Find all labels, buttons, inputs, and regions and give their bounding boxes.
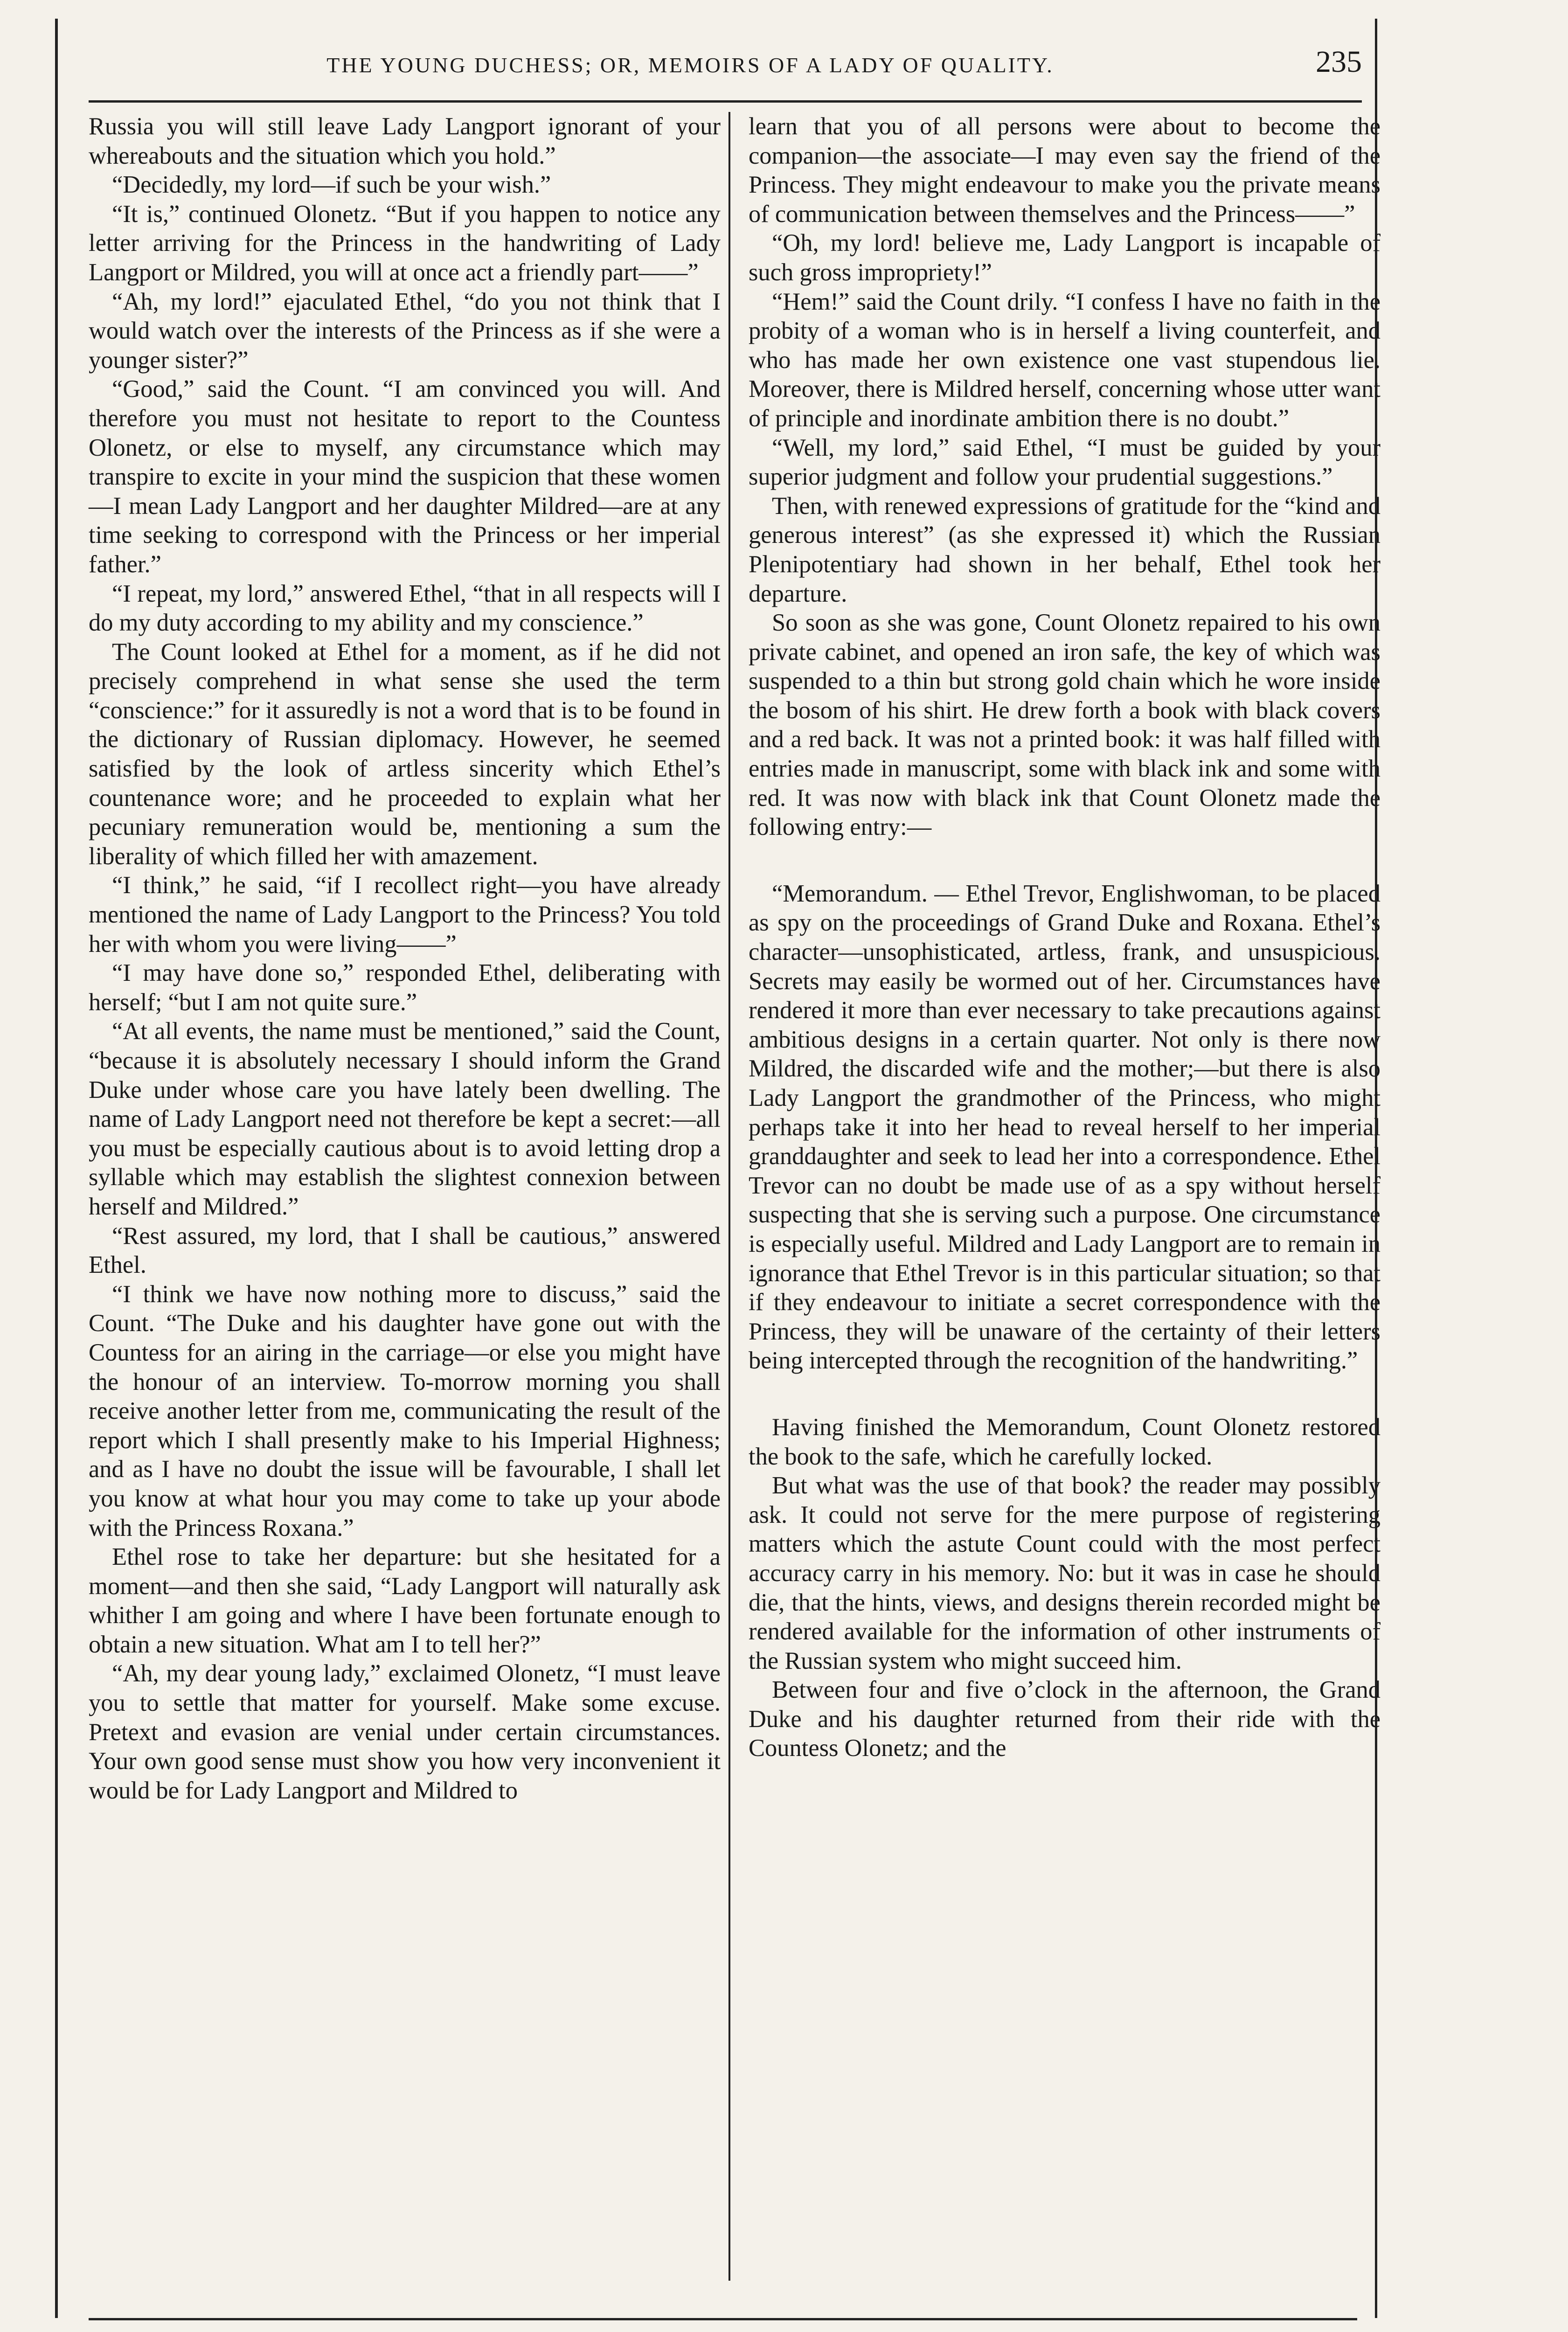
page-number: 235 (1316, 45, 1362, 79)
paragraph: The Count looked at Ethel for a moment, as if he did not precisely comprehend in what sense she used the term “conscience:” for it assuredly is not a word that is to be found in the dictionary of Russian diplomacy. However, he seemed satisfied by the look of artless sincerity which Ethel’s countenance wore; and he proceeded to explain what her pecuniary remuneration would be, mentioning a sum the liberality of which filled her with amazement. (89, 638, 721, 870)
paragraph: “It is,” continued Olonetz. “But if you happen to notice any letter arriving for the Princess in the handwriting of Lady Langport or Mildred, you will at once act a friendly part——” (89, 200, 721, 286)
column-divider (728, 112, 730, 2281)
paragraph: “Oh, my lord! believe me, Lady Langport is incapable of such gross impropriety!” (749, 229, 1381, 286)
memorandum-paragraph: “Memorandum. — Ethel Trevor, Englishwoman, to be placed as spy on the proceedings of Grand Duke and Roxana. Ethel’s character—unsophisticated, artless, frank, and unsuspicious. Secrets may easily be wormed out of her. Circumstances have rendered it more than ever necessary to take precautions against ambitious designs in a certain quarter. Not only is there now Mildred, the discarded wife and the mother;—but there is also Lady Langport the grandmother of the Princess, who might perhaps take it into her head to reveal herself to her imperial granddaughter and seek to lead her into a correspondence. Ethel Trevor can no doubt be made use of as a spy without herself suspecting that she is serving such a purpose. One circumstance is especially useful. Mildred and Lady Langport are to remain in ignorance that Ethel Trevor is in this particular situation; so that if they endeavour to initiate a secret correspondence with the Princess, they will be unaware of the certainty of their letters being intercepted through the recognition of the handwriting.” (749, 880, 1381, 1374)
paragraph: Russia you will still leave Lady Langport ignorant of your whereabouts and the situation which you hold.” (89, 113, 721, 169)
paragraph: “Ah, my dear young lady,” exclaimed Olonetz, “I must leave you to settle that matter for yourself. Make some excuse. Pretext and evasion are venial under certain circumstances. Your own good sense must show you how very inconvenient it would be for Lady Langport and Mildred to (89, 1660, 721, 1804)
paragraph: learn that you of all persons were about to become the companion—the associate—I may even say the friend of the Princess. They might endeavour to make you the private means of communication between themselves and the Princess——” (749, 113, 1381, 228)
paragraph: “I repeat, my lord,” answered Ethel, “that in all respects will I do my duty according to my ability and my conscience.” (89, 580, 721, 637)
page-border-left (55, 19, 58, 2318)
paragraph: “Good,” said the Count. “I am convinced you will. And therefore you must not hesitate to report to the Countess Olonetz, or else to myself, any circumstance which may transpire to excite in your mind the suspicion that these women—I mean Lady Langport and her daughter Mildred—are at any time seeking to correspond with the Princess or her imperial father.” (89, 375, 721, 578)
paragraph: Between four and five o’clock in the afternoon, the Grand Duke and his daughter returned from their ride with the Countess Olonetz; and the (749, 1676, 1381, 1762)
paragraph: “Decidedly, my lord—if such be your wish.” (112, 171, 551, 199)
paragraph: “Rest assured, my lord, that I shall be cautious,” answered Ethel. (89, 1222, 721, 1279)
paragraph: “At all events, the name must be mentioned,” said the Count, “because it is absolutely necessary I should inform the Grand Duke under whose care you have lately been dwelling. The name of Lady Langport need not therefore be kept a secret:—all you must be especially cautious about is to avoid letting drop a syllable which may establish the slightest connexion between herself and Mildred.” (89, 1018, 721, 1220)
paragraph: “Hem!” said the Count drily. “I confess I have no faith in the probity of a woman who is in herself a living counterfeit, and who has made her own existence one vast stupendous lie. Moreover, there is Mildred herself, concerning whose utter want of principle and inordinate ambition there is no doubt.” (749, 288, 1381, 432)
paragraph: But what was the use of that book? the reader may possibly ask. It could not serve for the mere purpose of registering matters which the astute Count could with the most perfect accuracy carry in his memory. No: but it was in case he should die, that the hints, views, and designs therein recorded might be rendered available for the information of other instruments of the Russian system who might succeed him. (749, 1472, 1381, 1674)
left-column (89, 112, 721, 1805)
paragraph: Ethel rose to take her departure: but she hesitated for a moment—and then she said, “Lady Langport will naturally ask whither I am going and where I have been fortunate enough to obtain a new situation. What am I to tell her?” (89, 1543, 721, 1658)
paragraph: “I may have done so,” responded Ethel, deliberating with herself; “but I am not quite sure.” (89, 959, 721, 1016)
running-title: THE YOUNG DUCHESS; OR, MEMOIRS OF A LADY OF QUALITY. (326, 53, 1054, 77)
paragraph: “Ah, my lord!” ejaculated Ethel, “do you not think that I would watch over the interests of the Princess as if she were a younger sister?” (89, 288, 721, 374)
page-header (89, 44, 1362, 100)
paragraph: Then, with renewed expressions of gratitude for the “kind and generous interest” (as she expressed it) which the Russian Plenipotentiary had shown in her behalf, Ethel took her departure. (749, 492, 1381, 607)
paragraph: “I think we have now nothing more to discuss,” said the Count. “The Duke and his daughter have gone out with the Countess for an airing in the carriage—or else you might have the honour of an interview. To-morrow morning you shall receive another letter from me, communicating the result of the report which I shall presently make to his Imperial Highness; and as I have no doubt the issue will be favourable, I shall let you know at what hour you may come to take up your abode with the Princess Roxana.” (89, 1280, 721, 1541)
header-rule (89, 100, 1362, 103)
paragraph: “I think,” he said, “if I recollect right—you have already mentioned the name of Lady Langport to the Princess? You told her with whom you were living——” (89, 872, 721, 958)
paragraph: “Well, my lord,” said Ethel, “I must be guided by your superior judgment and follow your prudential suggestions.” (749, 434, 1381, 491)
page-border-bottom (89, 2318, 1357, 2320)
paragraph: So soon as she was gone, Count Olonetz repaired to his own private cabinet, and opened an iron safe, the key of which was suspended to a thin but strong gold chain which he wore inside the bosom of his shirt. He drew forth a book with black covers and a red back. It was not a printed book: it was half filled with entries made in manuscript, some with black ink and some with red. It was now with black ink that Count Olonetz made the following entry:— (749, 609, 1381, 841)
paragraph: Having finished the Memorandum, Count Olonetz restored the book to the safe, which he carefully locked. (749, 1413, 1381, 1470)
right-column (749, 112, 1381, 1763)
